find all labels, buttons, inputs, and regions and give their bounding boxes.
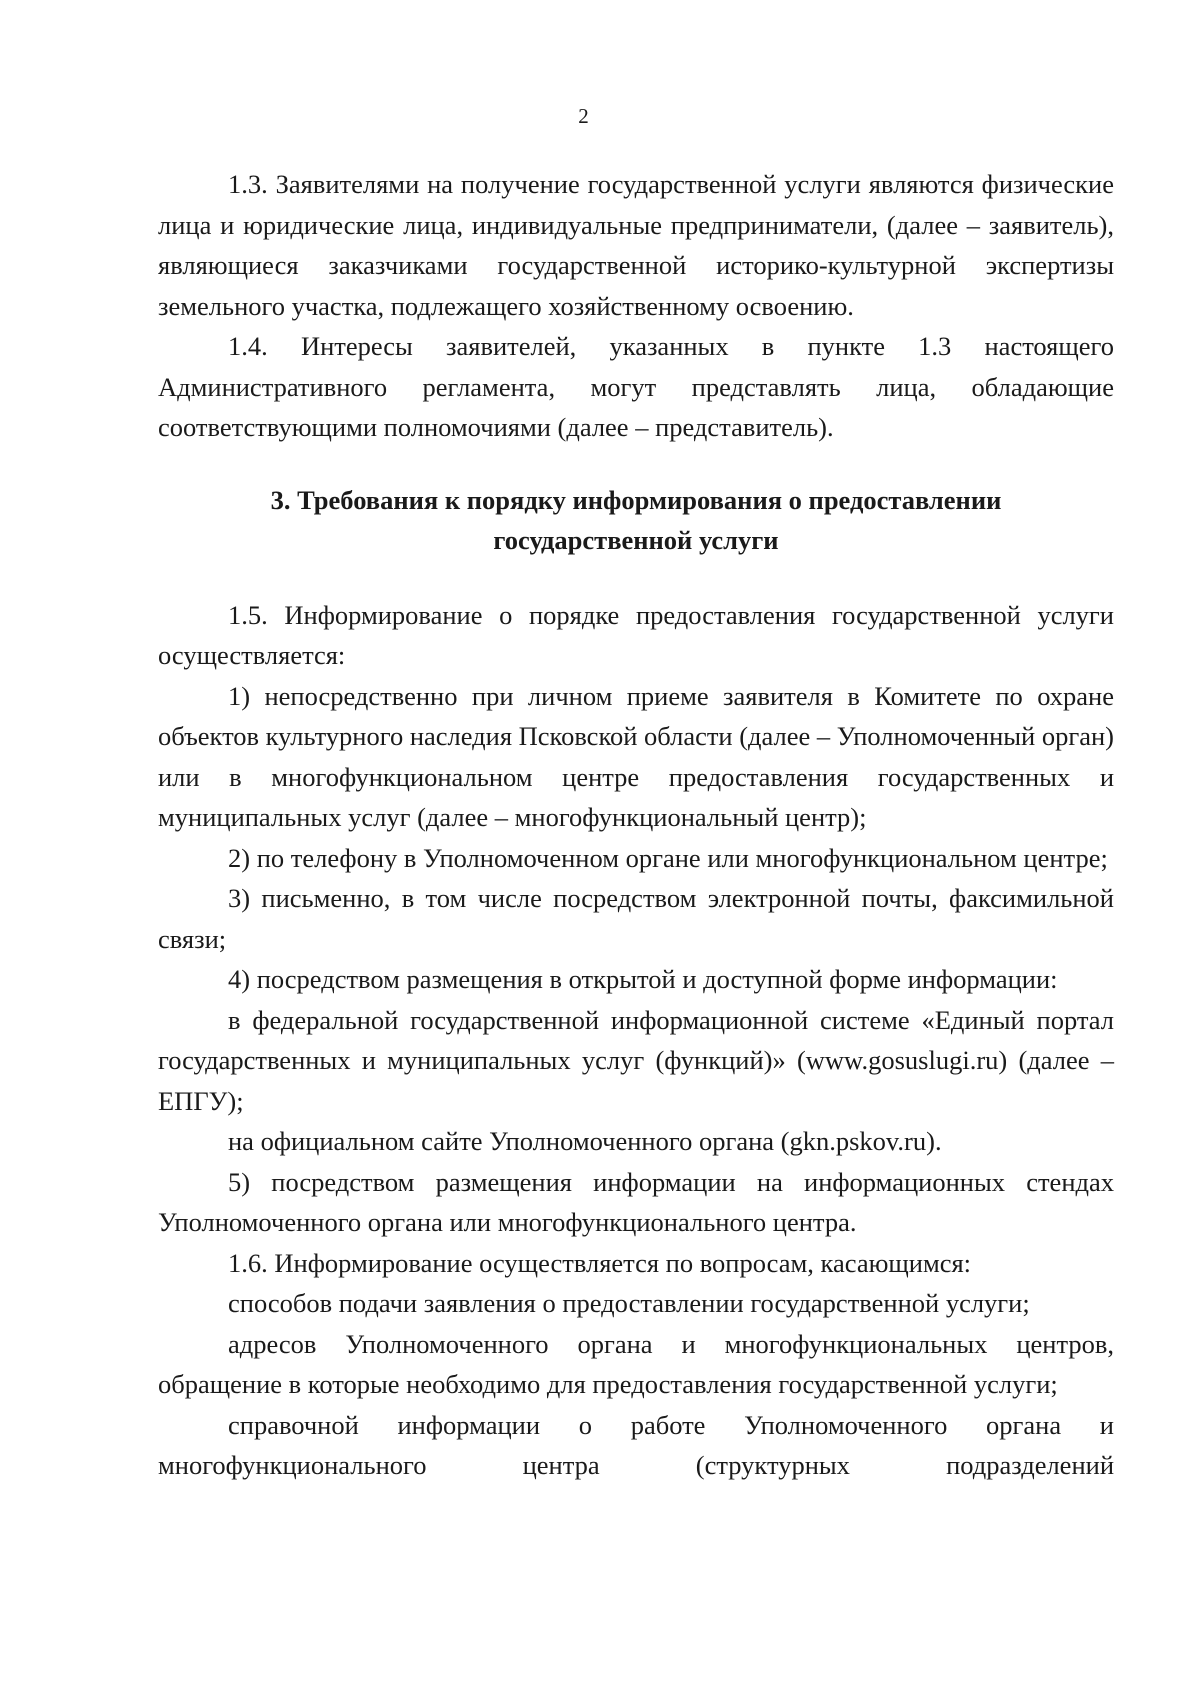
paragraph-1-6: 1.6. Информирование осуществляется по вопросам, касающимся: bbox=[228, 1247, 972, 1278]
section-heading-line-2: государственной услуги bbox=[493, 525, 779, 555]
list-item-4-epgu: в федеральной государственной информационной системе «Единый портал государственных и муниципальных услуг (функций)» (www.gosuslugi.ru) (далее – ЕПГУ); bbox=[158, 1004, 1114, 1116]
paragraph-1-5: 1.5. Информирование о порядке предоставления государственной услуги осуществляется: bbox=[158, 599, 1114, 670]
topic-reference-info: справочной информации о работе Уполномоченного органа и многофункционального центра (структурных подразделений bbox=[158, 1409, 1114, 1480]
list-item-5: 5) посредством размещения информации на информационных стендах Уполномоченного органа или многофункционального центра. bbox=[158, 1166, 1114, 1237]
topic-submission-methods: способов подачи заявления о предоставлении государственной услуги; bbox=[228, 1288, 1030, 1318]
topic-addresses: адресов Уполномоченного органа и многофункциональных центров, обращение в которые необходимо для предоставления государственной услуги; bbox=[158, 1328, 1114, 1399]
section-heading bbox=[158, 480, 1114, 561]
list-item-4-website: на официальном сайте Уполномоченного органа (gkn.pskov.ru). bbox=[228, 1126, 942, 1156]
list-item-3: 3) письменно, в том числе посредством электронной почты, факсимильной связи; bbox=[158, 883, 1114, 954]
section-heading-line-1: 3. Требования к порядку информирования о предоставлении bbox=[270, 484, 1002, 515]
list-item-2: 2) по телефону в Уполномоченном органе или многофункциональном центре; bbox=[228, 842, 1108, 873]
document-body bbox=[158, 164, 1114, 1486]
list-item-1: 1) непосредственно при личном приеме заявителя в Комитете по охране объектов культурного наследия Псковской области (далее – Уполномоченный орган) или в многофункциональном центре предоставления государственных и муниципальных услуг (далее – многофункциональный центр); bbox=[158, 680, 1114, 832]
list-item-4: 4) посредством размещения в открытой и доступной форме информации: bbox=[228, 964, 1058, 994]
page-number: 2 bbox=[578, 104, 589, 128]
paragraph-1-3: 1.3. Заявителями на получение государственной услуги являются физические лица и юридические лица, индивидуальные предприниматели, (далее – заявитель), являющиеся заказчиками государственной историко-культурной экспертизы земельного участка, подлежащего хозяйственному освоению. bbox=[158, 169, 1114, 321]
paragraph-1-4: 1.4. Интересы заявителей, указанных в пункте 1.3 настоящего Административного регламента, могут представлять лица, обладающие соответствующими полномочиями (далее – представитель). bbox=[158, 331, 1114, 442]
